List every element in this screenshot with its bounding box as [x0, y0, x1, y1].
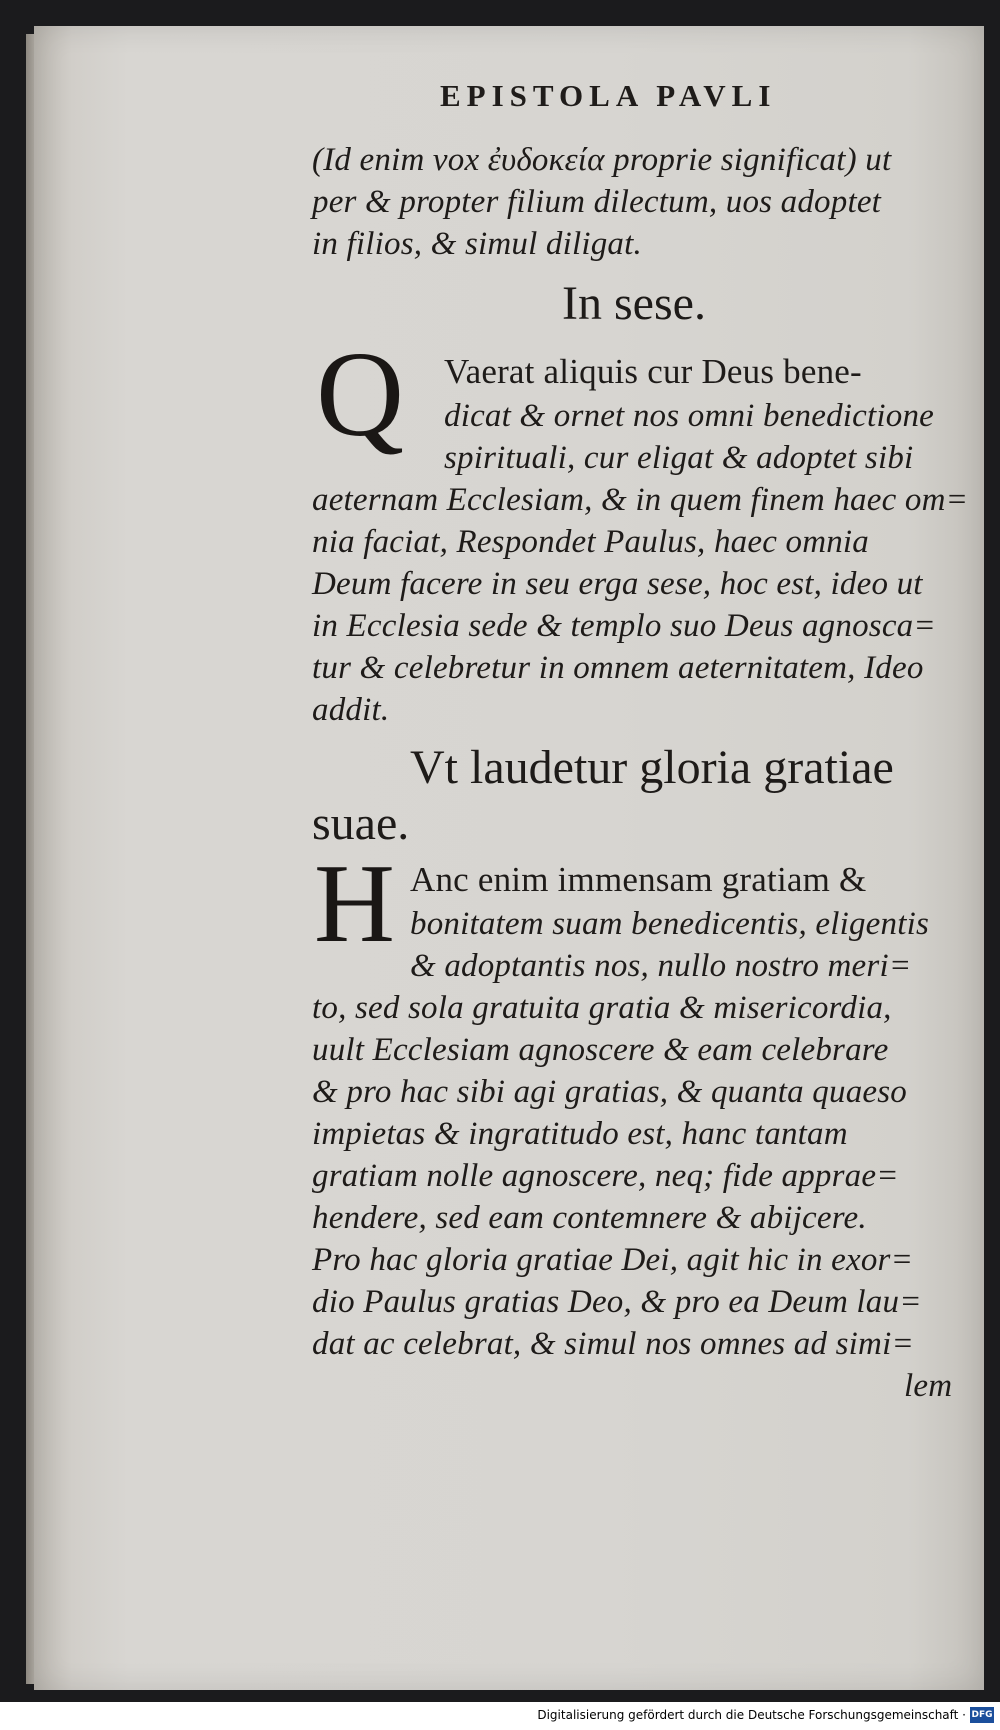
- text-line: Vaerat aliquis cur Deus bene-: [444, 352, 862, 391]
- text-line: nia faciat, Respondet Paulus, haec omnia: [312, 524, 869, 560]
- text-line: aeternam Ecclesiam, & in quem finem haec om=: [312, 482, 969, 518]
- drop-cap-initial: H: [314, 842, 395, 966]
- text-line: uult Ecclesiam agnoscere & eam celebrare: [312, 1032, 889, 1068]
- running-head: EPISTOLA PAVLI: [440, 78, 777, 113]
- text-line: & adoptantis nos, nullo nostro meri=: [410, 948, 912, 984]
- text-line: in filios, & simul diligat.: [312, 226, 642, 262]
- text-line: (Id enim vox ἐυδοκεία proprie significat) ut: [312, 142, 892, 178]
- text-line: dicat & ornet nos omni benedictione: [444, 398, 934, 434]
- text-line: dat ac celebrat, & simul nos omnes ad simi=: [312, 1326, 914, 1362]
- text-line: hendere, sed eam contemnere & abijcere.: [312, 1200, 867, 1236]
- text-line: tur & celebretur in omnem aeternitatem, Ideo: [312, 650, 924, 686]
- footer-credit: Digitalisierung gefördert durch die Deutsche Forschungsgemeinschaft ·: [537, 1708, 966, 1722]
- text-line: impietas & ingratitudo est, hanc tantam: [312, 1116, 848, 1152]
- text-line: in Ecclesia sede & templo suo Deus agnosca=: [312, 608, 936, 644]
- text-line: spirituali, cur eligat & adoptet sibi: [444, 440, 914, 476]
- catchword: lem: [904, 1368, 953, 1404]
- text-line: & pro hac sibi agi gratias, & quanta quaeso: [312, 1074, 907, 1110]
- text-line: to, sed sola gratuita gratia & misericordia,: [312, 990, 892, 1026]
- text-line: per & propter filium dilectum, uos adoptet: [312, 184, 882, 220]
- section-heading: Vt laudetur gloria gratiae: [410, 741, 894, 794]
- section-heading: In sese.: [562, 277, 706, 330]
- text-line: Pro hac gloria gratiae Dei, agit hic in exor=: [312, 1242, 914, 1278]
- text-line: dio Paulus gratias Deo, & pro ea Deum lau=: [312, 1284, 922, 1320]
- text-line: gratiam nolle agnoscere, neq; fide apprae=: [312, 1158, 899, 1194]
- section-heading: suae.: [312, 797, 410, 850]
- text-line: addit.: [312, 692, 390, 728]
- text-line: bonitatem suam benedicentis, eligentis: [410, 906, 930, 942]
- text-line: Deum facere in seu erga sese, hoc est, ideo ut: [312, 566, 923, 602]
- dfg-logo-icon: DFG: [970, 1707, 994, 1723]
- drop-cap-initial: Q: [316, 327, 405, 462]
- text-line: Anc enim immensam gratiam &: [410, 860, 867, 899]
